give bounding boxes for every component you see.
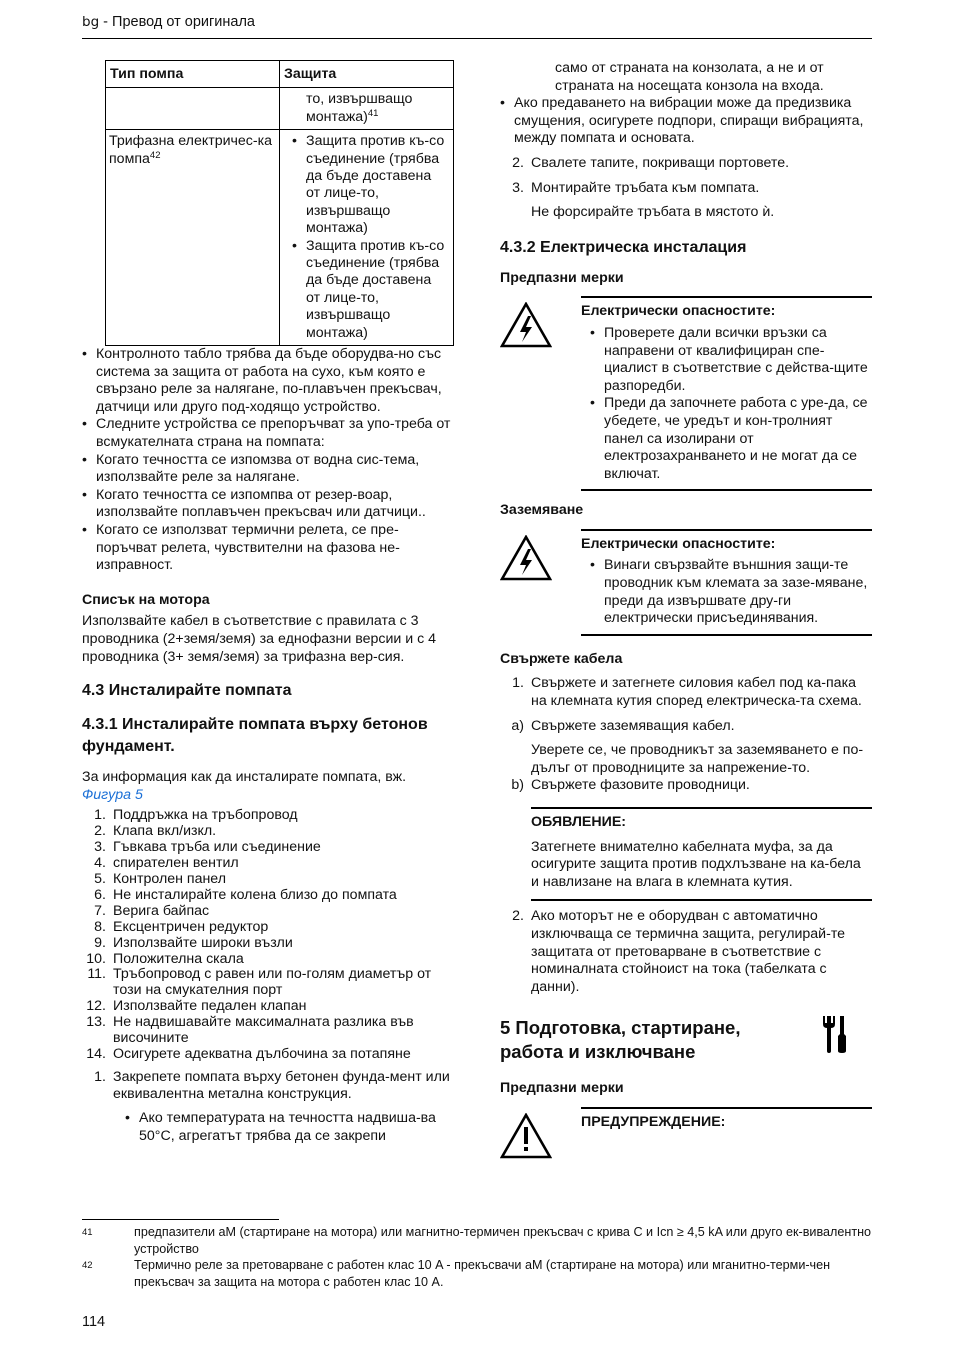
notice-text: Затегнете внимателно кабелната муфа, за да осигурите защита против подхлъзване на ка-бела и навлизане на влага в клемната кутия. — [531, 838, 861, 890]
notice-title: ОБЯВЛЕНИЕ: — [531, 814, 627, 830]
footnote-41 — [82, 1224, 872, 1258]
table-row — [106, 130, 454, 346]
legend-item — [82, 808, 455, 824]
thermal-relay-bullet — [82, 522, 455, 575]
list-item: • Ако предаването на вибрации може да предизвика смущения, осигурете подпори, спиращи вибрацията, между помпата и основата. — [500, 95, 872, 148]
legend-number: 2. — [94, 823, 106, 840]
legend-number: 6. — [94, 886, 106, 903]
motor-list-heading: Списък на мотора — [82, 591, 210, 608]
list-item — [500, 180, 872, 198]
warning-title: ПРЕДУПРЕЖДЕНИЕ: — [581, 1113, 726, 1130]
list-item: • Проверете дали всички връзки са направени от квалифициран спе-циалист в съответствие с действа-щите разпоредби. — [590, 325, 872, 395]
legend-number: 9. — [94, 934, 106, 951]
legend-item — [82, 1047, 455, 1063]
legend-item — [82, 920, 455, 936]
table-cell-value: Трифазна електричес-ка помпа — [109, 133, 273, 167]
table-header-protection: Защита — [280, 61, 454, 88]
suction-side-subbullets — [82, 452, 455, 522]
subsection-heading-electrical: 4.3.2 Електрическа инсталация — [500, 238, 747, 256]
warning-content — [581, 529, 872, 636]
list-item — [82, 1069, 455, 1104]
list-item: • Когато течността се изпомзва от водна сис-тема, използвайте реле за налягане. — [82, 452, 455, 487]
footnote-ref-41: 41 — [367, 107, 379, 119]
step-number: 2. — [512, 908, 524, 925]
legend-text: Клапа вкл/изкл. — [113, 823, 217, 840]
notice-box — [531, 807, 872, 901]
right-column — [500, 60, 872, 1138]
warning-content — [581, 1107, 872, 1138]
list-item: • Контролното табло трябва да бъде оборудва-но със система за защита от работа на сухо, към която е свързано реле за налягане, по-плавъчен прекъсвач, датчици или друго под-ходящо устройство. — [82, 346, 455, 416]
legend-number: 12. — [86, 998, 106, 1015]
table-cell — [106, 88, 280, 130]
temperature-bullet — [125, 1110, 455, 1145]
warning-list — [590, 557, 872, 627]
legend-number: 4. — [94, 855, 106, 872]
legend-text: Използвайте широки възли — [113, 934, 293, 951]
legend-text: Контролен панел — [113, 871, 227, 887]
header-separator: - — [99, 14, 113, 30]
ground-wire-note: Уверете се, че проводникът за заземяването е по-дълъг от проводниците за напрежение-то. — [531, 742, 864, 776]
legend-text: Осигурете адекватна дълбочина за потапяне — [113, 1045, 411, 1062]
step-text: Закрепете помпата върху бетонен фунда-мент или еквивалентна метална конструкция. — [113, 1068, 450, 1103]
cable-steps-b — [500, 777, 872, 795]
legend-item — [82, 904, 455, 920]
step-text: Ако моторът не е оборудван с автоматично изключваща се термична защита, регулирай-те защитата от претоварване в съответствие с номиналната стойноист на тока (табелката с данни). — [531, 908, 846, 995]
list-item: • Когато се използват термични релета, се пре-поръчват релета, чувствителни на фазова не-изправност. — [82, 522, 455, 575]
legend-number: 7. — [94, 902, 106, 919]
legend-text: Използвайте педален клапан — [113, 998, 307, 1015]
legend-item — [82, 840, 455, 856]
table-row — [106, 88, 454, 130]
table-cell-value: то, извършващо монтажа) — [306, 91, 413, 125]
protection-list — [292, 133, 449, 342]
footnote-text: предпазители aM (стартиране на мотора) или магнитно-термичен прекъсвач с крива C и Icn ≥ 4,5 kA или друго ек-вивалентно устройство — [134, 1225, 872, 1256]
legend-item — [82, 1015, 455, 1047]
subsection-heading: 4.3.1 Инсталирайте помпата върху бетонов фундамент. — [82, 716, 428, 756]
step-number: 3. — [512, 179, 524, 196]
legend-number: 13. — [86, 1014, 106, 1031]
control-panel-bullets — [82, 346, 455, 452]
continued-bullet-text: само от страната на конзолата, а не и от страната на носещата конзола на входа. — [555, 60, 824, 94]
warning-list — [590, 325, 872, 483]
grounding-heading: Заземяване — [500, 502, 584, 519]
chapter-heading-block — [500, 1016, 872, 1064]
warning-content — [581, 296, 872, 491]
left-column — [82, 60, 455, 1145]
step-number: 2. — [512, 154, 524, 171]
table-cell — [106, 130, 280, 346]
warning-icon — [500, 1113, 552, 1159]
step-letter: b) — [511, 777, 524, 794]
step-number: 1. — [94, 1068, 106, 1085]
step-text: Свалете тапите, покриващи портовете. — [531, 154, 790, 171]
precautions-heading: Предпазни мерки — [500, 269, 624, 286]
legend-number: 8. — [94, 918, 106, 935]
mounting-steps — [500, 155, 872, 197]
pump-protection-table — [105, 60, 454, 346]
legend-item — [82, 936, 455, 952]
legend-item — [82, 856, 455, 872]
list-item: • Следните устройства се препоръчват за упо-треба от всмукателната страна на помпата: — [82, 416, 455, 451]
list-item: • Преди да започнете работа с уре-да, се убедете, че уредът и кон-тролният панел са изолирани от електрозахранването и не могат да се включат. — [590, 395, 872, 483]
table-header-row — [106, 61, 454, 88]
footnote-text: Термично реле за претоварване с работен клас 10 A - прекъсвачи aM (стартиране на мотора) или мганитно-терми-чен прекъсвач за защита на мотора с работен клас 10 A. — [134, 1258, 831, 1289]
list-item — [500, 718, 872, 736]
chapter-heading: 5 Подготовка, стартиране, работа и изключване — [500, 1017, 741, 1063]
legend-text: Поддръжка на тръбопровод — [113, 807, 298, 824]
table-cell — [280, 130, 454, 346]
list-item — [500, 155, 872, 173]
warning-title: Електрически опасностите: — [581, 535, 776, 552]
step-text: Свържете и затегнете силовия кабел под ка-пака на клемната кутия според електрическа-та схема. — [531, 675, 862, 710]
footnote-42 — [82, 1257, 872, 1291]
general-warning-box — [500, 1107, 872, 1138]
table-cell — [280, 88, 454, 130]
install-info-text — [82, 769, 455, 804]
list-item — [500, 777, 872, 795]
table-header-pump-type: Тип помпа — [106, 61, 280, 88]
warning-title: Електрически опасностите: — [581, 303, 776, 320]
legend-item — [82, 967, 455, 999]
legend-text: Гъвкава тръба или съединение — [113, 839, 321, 856]
install-steps — [82, 1069, 455, 1104]
list-item: • Защита против къ-со съединение (трябва да бъде доставена от лице-то, извършващо монтажа) — [292, 238, 449, 342]
legend-text: Верига байпас — [113, 902, 210, 919]
legend-number: 3. — [94, 839, 106, 856]
list-item — [500, 908, 872, 996]
step-text: Свържете заземяващия кабел. — [531, 717, 735, 734]
legend-text: спирателен вентил — [113, 855, 239, 872]
electrical-hazard-box — [500, 296, 872, 491]
electrical-hazard-icon — [500, 535, 552, 581]
list-item: • Винаги свързвайте външния защи-те проводник към клемата за зазе-мяване, преди да извършвате дру-ги електрически присъединявания. — [590, 557, 872, 627]
legend-text: Ексцентричен редуктор — [113, 918, 269, 935]
connect-cable-heading: Свържете кабела — [500, 650, 623, 667]
legend-number: 5. — [94, 871, 106, 887]
header-rule — [82, 38, 872, 39]
step-text: Монтирайте тръбата към помпата. — [531, 179, 760, 196]
legend-number: 14. — [86, 1045, 106, 1062]
step-text: Свържете фазовите проводници. — [531, 777, 750, 794]
running-header — [82, 14, 255, 32]
legend-text: Не надвишавайте максималната разлика във височините — [113, 1014, 414, 1047]
precautions-heading-2: Предпазни мерки — [500, 1080, 624, 1097]
figure-link[interactable]: Фигура 5 — [82, 786, 143, 803]
table-cell-text — [283, 91, 449, 126]
legend-number: 1. — [94, 807, 106, 824]
step-letter: a) — [511, 717, 524, 734]
list-item: • Ако температурата на течността надвиша-ва 50°C, агрегатът трябва да се закрепи — [125, 1110, 455, 1145]
legend-item — [82, 888, 455, 904]
tools-icon — [820, 1014, 848, 1054]
footnote-rule — [82, 1219, 279, 1220]
continued-bullets — [500, 95, 872, 148]
header-title: Превод от оригинала — [112, 14, 255, 30]
footnote-number: 41 — [82, 1227, 93, 1238]
legend-item — [82, 999, 455, 1015]
legend-item — [82, 872, 455, 888]
section-heading: 4.3 Инсталирайте помпата — [82, 682, 292, 700]
cable-steps — [500, 675, 872, 735]
step-number: 1. — [512, 675, 524, 692]
figure-legend-list — [82, 808, 455, 1063]
legend-number: 11. — [87, 966, 106, 983]
grounding-hazard-box — [500, 529, 872, 636]
list-item — [500, 675, 872, 710]
footnote-ref-42: 42 — [149, 149, 161, 161]
header-language: bg — [82, 14, 100, 30]
pipe-note: Не форсирайте тръбата в мястото ѝ. — [531, 204, 775, 221]
footnote-number: 42 — [82, 1260, 93, 1271]
legend-text: Не инсталирайте колена близо до помпата — [113, 886, 397, 903]
list-item: • Когато течността се изпомпва от резер-воар, използвайте поплавъчен прекъсвач или датчици.. — [82, 487, 455, 522]
legend-item — [82, 952, 455, 968]
page-number: 114 — [82, 1314, 106, 1330]
legend-text: Положителна скала — [113, 950, 244, 967]
legend-item — [82, 824, 455, 840]
motor-cable-text: Използвайте кабел в съответствие с правилата с 3 проводника (2+земя/земя) за еднофазни версии и с 4 проводника (3+ земя/земя) за трифазна вер-сия. — [82, 613, 437, 665]
legend-text: Тръбопровод с равен или по-голям диаметър от този на смукателния порт — [113, 966, 432, 999]
list-item: • Защита против къ-со съединение (трябва да бъде доставена от лице-то, извършващо монтажа) — [292, 133, 449, 237]
legend-number: 10. — [86, 950, 106, 967]
cable-steps-2 — [500, 908, 872, 996]
electrical-hazard-icon — [500, 302, 552, 348]
install-info-label: За информация как да инсталирате помпата, вж. — [82, 769, 407, 786]
